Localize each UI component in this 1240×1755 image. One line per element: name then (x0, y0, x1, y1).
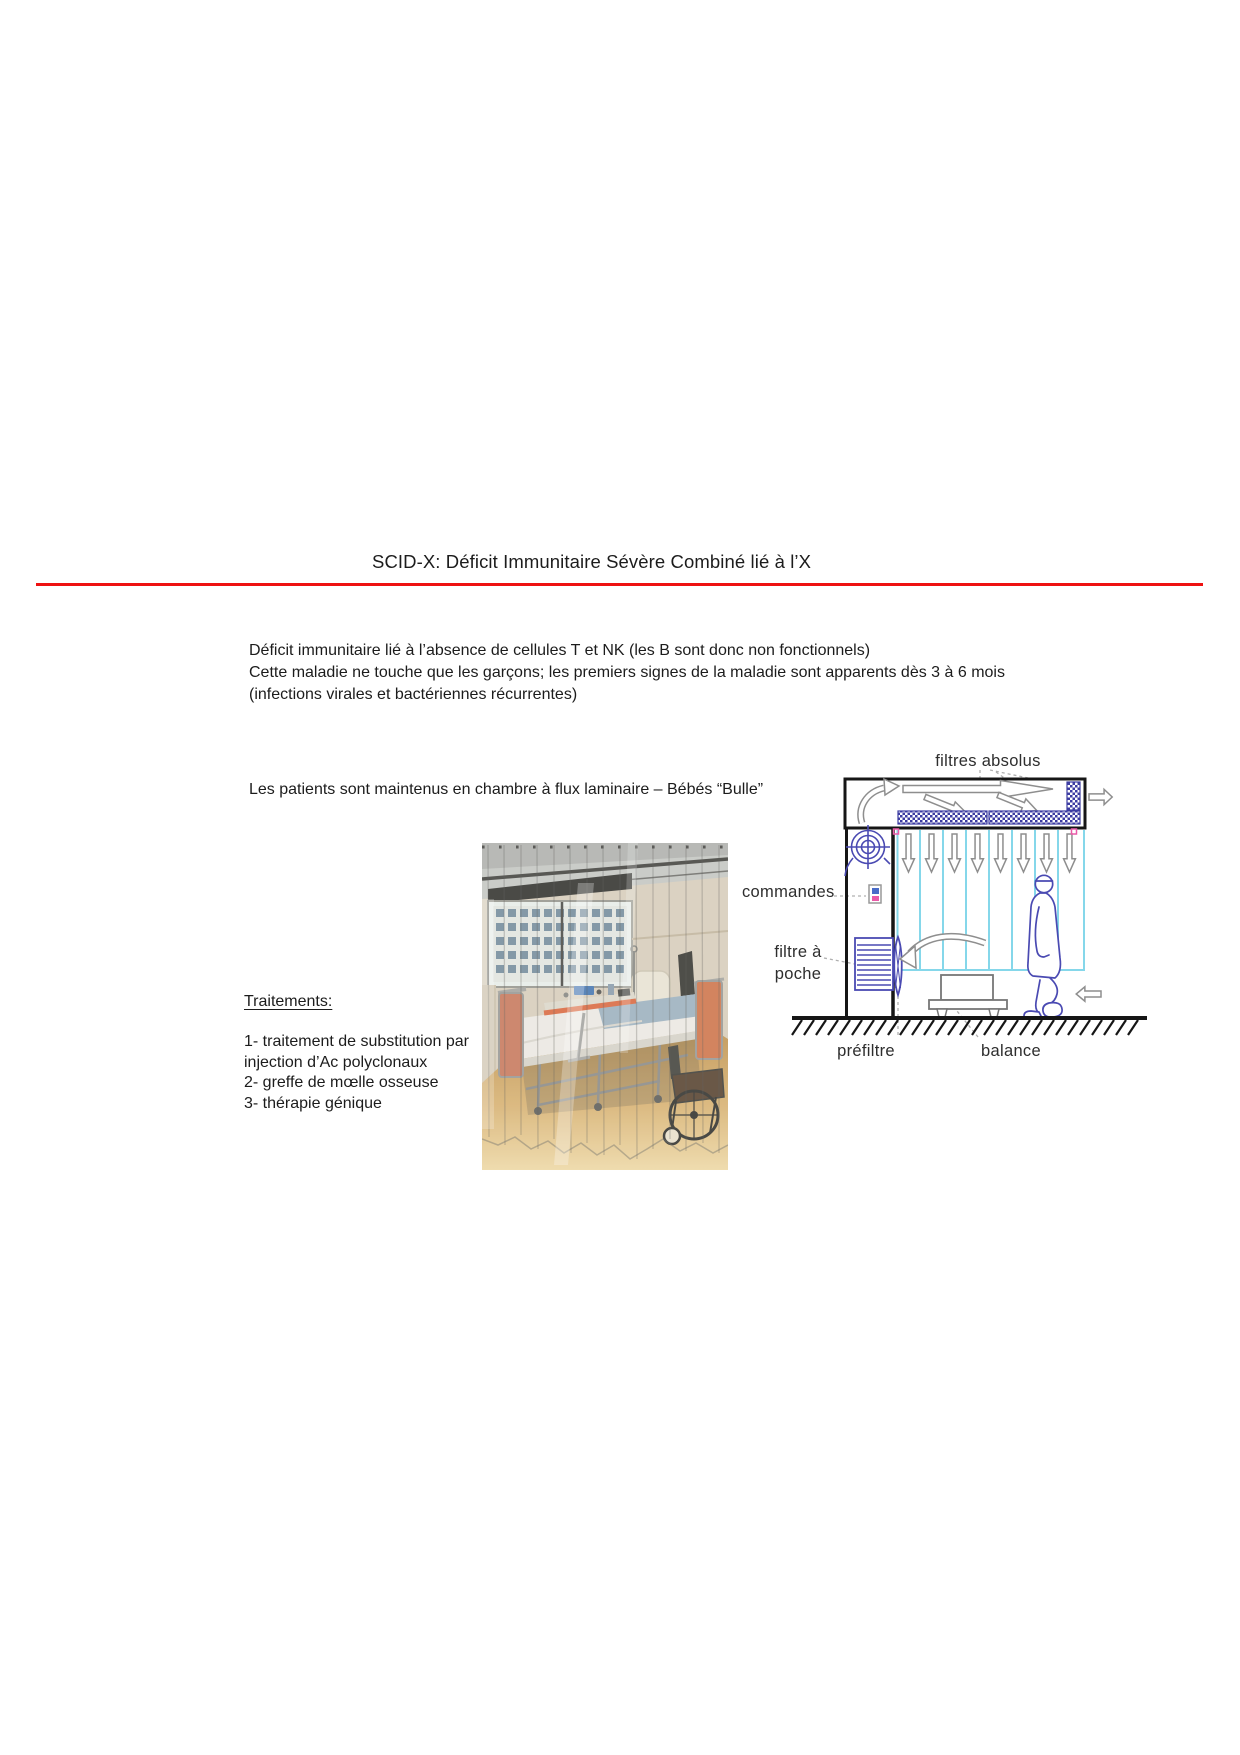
treatment-line-3: 2- greffe de mœlle osseuse (244, 1074, 439, 1091)
intro-line-3: (infections virales et bactériennes récurrentes) (249, 686, 578, 703)
control-panel-icon (869, 885, 881, 903)
patient-room-photo (482, 843, 728, 1170)
plastic-curtain-strips (482, 843, 728, 1170)
label-scale: balance (981, 1042, 1041, 1060)
fan-icon (845, 825, 890, 876)
bubble-note: Les patients sont maintenus en chambre à flux laminaire – Bébés “Bulle” (249, 781, 764, 798)
treatments-heading: Traitements: (244, 993, 333, 1010)
label-prefilter: préfiltre (837, 1042, 895, 1060)
person-figure (1024, 875, 1062, 1018)
label-absolute-filters: filtres absolus (935, 752, 1041, 770)
intro-line-2: Cette maladie ne touche que les garçons; les premiers signes de la maladie sont apparents dès 3 à 6 mois (249, 664, 1005, 681)
scale-bench (929, 975, 1007, 1017)
page-title: SCID-X: Déficit Immunitaire Sévère Combiné lié à l’X (372, 551, 812, 572)
treatments-list (244, 1032, 469, 1114)
air-exit-arrow (1089, 789, 1112, 804)
label-bag-filter-1: filtre à (774, 943, 822, 961)
air-inflow-arrow (1076, 987, 1101, 1001)
bag-filter-icon (855, 938, 893, 990)
treatment-line-4: 3- thérapie génique (244, 1094, 382, 1112)
title-divider-rule (36, 583, 1203, 586)
treatment-line-2: injection d’Ac polyclonaux (244, 1053, 428, 1071)
label-bag-filter-2: poche (774, 965, 822, 983)
prefilter-icon (894, 937, 902, 995)
intro-line-1: Déficit immunitaire lié à l’absence de cellules T et NK (les B sont donc non fonctionnels) (249, 642, 871, 659)
treatment-line-1: 1- traitement de substitution par (244, 1033, 470, 1050)
label-controls: commandes (742, 883, 835, 901)
laminar-flow-chamber-diagram (735, 744, 1155, 1064)
intro-paragraph (249, 640, 1005, 706)
